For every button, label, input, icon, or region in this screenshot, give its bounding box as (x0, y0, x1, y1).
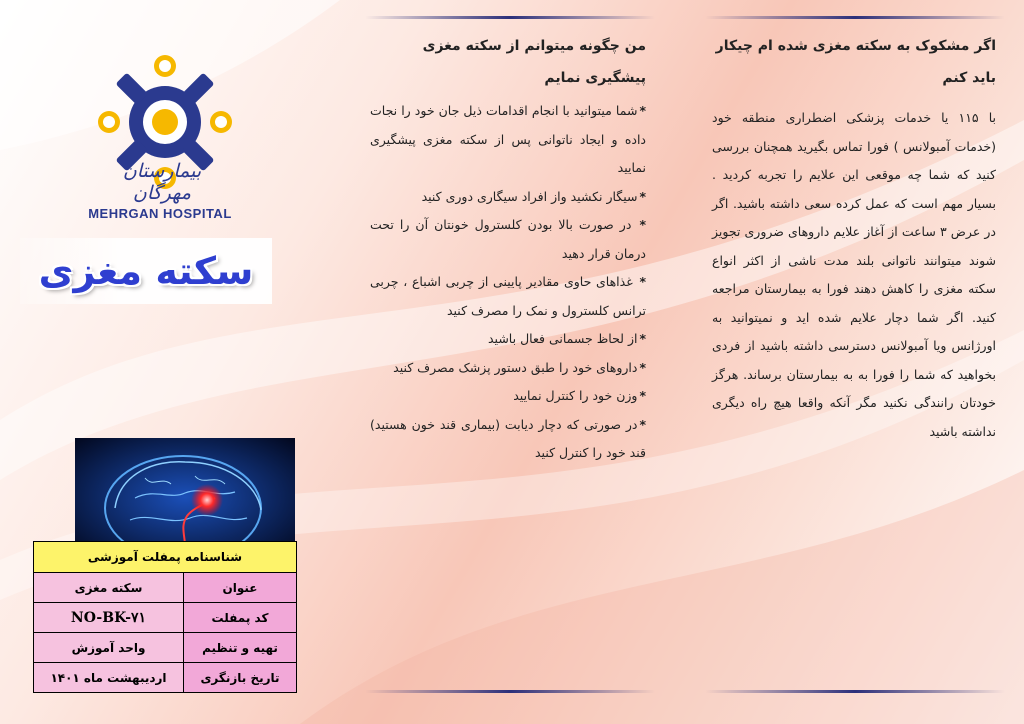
pamphlet-id-table (33, 541, 297, 693)
list-item: * غذاهای حاوی مقادیر پایینی از چربی اشباع ، چربی ترانس کلسترول و نمک را مصرف کنید (370, 274, 646, 318)
id-table-header: شناسنامه پمفلت آموزشی (34, 542, 297, 573)
row-label-review-date: تاریخ بازنگری (184, 663, 297, 693)
table-row (34, 573, 297, 603)
list-item: *از لحاظ جسمانی فعال باشید (488, 331, 646, 346)
hospital-name-fa: بیمارستان مهرگان (122, 160, 202, 204)
suspect-heading: اگر مشکوک به سکته مغزی شده ام چیکار باید کنم (715, 38, 996, 86)
page-title: سکته مغزی (38, 249, 254, 293)
bullet-star-icon: * (639, 388, 646, 403)
bullet-star-icon: * (639, 188, 646, 204)
divider-top-middle (365, 16, 655, 19)
hospital-name-en: MEHRGAN HOSPITAL (88, 206, 232, 221)
suspect-panel (712, 30, 996, 446)
divider-bottom-middle (365, 690, 655, 693)
title-banner (20, 238, 272, 304)
row-label-code: کد پمفلت (184, 603, 297, 633)
prevention-panel (370, 30, 646, 468)
table-row (34, 633, 297, 663)
list-item: *شما میتوانید با انجام اقدامات ذیل جان خود را نجات داده و ایجاد ناتوانی پس از سکته مغزی پیشگیری نمایید (370, 103, 646, 175)
row-value-review-date: اردیبهشت ماه ۱۴۰۱ (34, 663, 184, 693)
row-label-author: تهیه و تنظیم (184, 633, 297, 663)
row-value-author: واحد آموزش (34, 633, 184, 663)
row-label-title: عنوان (184, 573, 297, 603)
list-item: * در صورت بالا بودن کلسترول خونتان آن را تحت درمان قرار دهید (370, 217, 646, 261)
bullet-star-icon: * (639, 103, 646, 118)
row-value-title: سکته مغزی (34, 573, 184, 603)
table-row (34, 663, 297, 693)
list-item: *در صورتی که دچار دیابت (بیماری قند خون هستید) قند خود را کنترل کنید (370, 416, 646, 460)
bullet-star-icon: * (639, 359, 646, 375)
bullet-star-icon: * (639, 217, 646, 232)
bullet-star-icon: * (639, 274, 646, 289)
bullet-star-icon: * (639, 331, 646, 346)
list-item: *داروهای خود را طبق دستور پزشک مصرف کنید (393, 359, 646, 375)
prevention-list (370, 97, 646, 468)
prevention-heading: من چگونه میتوانم از سکته مغزی پیشگیری نمایم (422, 38, 646, 86)
table-row (34, 603, 297, 633)
divider-top-right (705, 16, 1005, 19)
list-item: *وزن خود را کنترل نمایید (513, 388, 646, 403)
bullet-star-icon: * (639, 416, 646, 432)
list-item: *سیگار نکشید واز افراد سیگاری دوری کنید (421, 188, 646, 204)
suspect-body: با ۱۱۵ یا خدمات پزشکی اضطراری منطقه خود (خدمات آمبولانس ) فورا تماس بگیرید همچنان بررسی کنید که شما چه موقعی این علایم را تجربه کردید . بسیار مهم است که عمل کرده سعی داشته باشید. اگر در عرض ۳ ساعت از آغاز علایم داروهای ضروری تجویز شوند میتوانند ناتوانی بلند مدت ناشی از اکثر انواع سکته مغزی را کاهش دهند فورا به بیمارستان مراجعه کنید. اگر شما دچار علایم شده اید و نمیتوانید به اورژانس ویا آمبولانس دسترسی داشته باشید از فردی بخواهید که شما را فورا به به بیمارستان برساند. هرگز خودتان رانندگی نکنید مگر آنکه واقعا هیچ راه دیگری نداشته باشید (712, 110, 996, 439)
divider-bottom-right (705, 690, 1005, 693)
row-value-code: NO-BK-۷۱ (34, 603, 184, 633)
brain-illustration-icon (75, 438, 295, 556)
